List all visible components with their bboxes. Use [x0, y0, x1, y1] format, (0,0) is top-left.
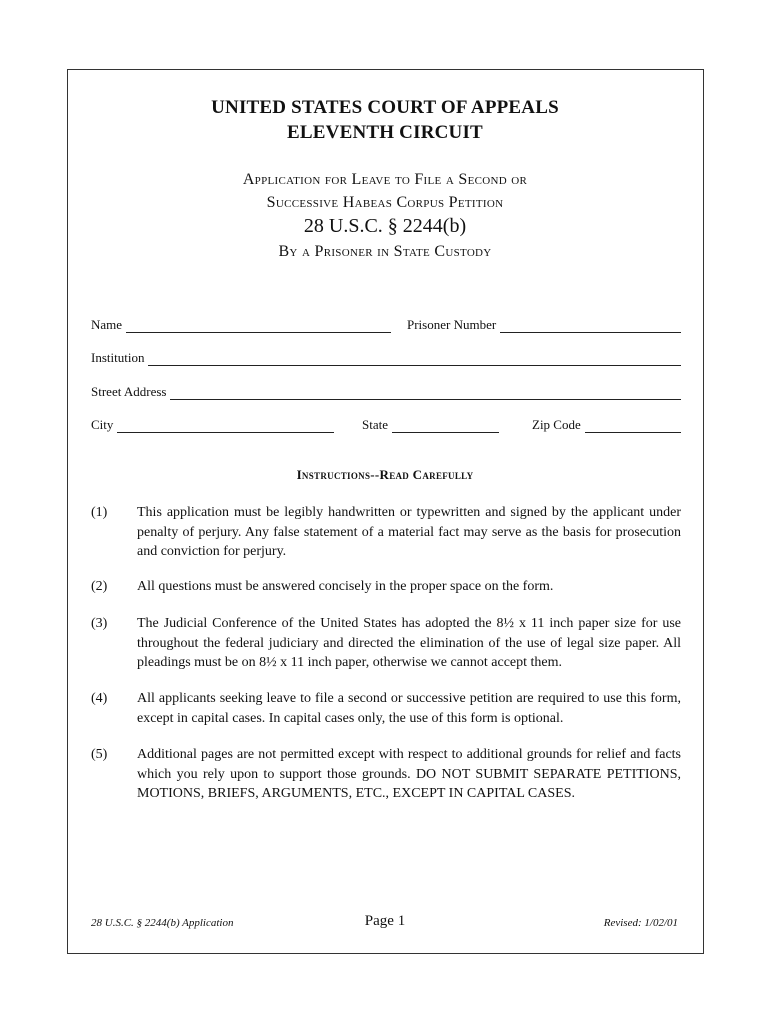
page-number: Page 1 — [364, 913, 406, 929]
name-label: Name — [91, 317, 123, 332]
item-text: All questions must be answered concisely in the proper space on the form. — [137, 579, 554, 594]
street-address-field[interactable] — [91, 380, 681, 400]
row-city-state-zip — [91, 413, 681, 433]
application-title-line1: Application for Leave to File a Second or — [242, 171, 528, 188]
instructions-heading: Instructions--Read Carefully — [296, 467, 474, 482]
prisoner-number-field[interactable] — [407, 313, 681, 333]
court-title: UNITED STATES COURT OF APPEALS — [211, 97, 559, 118]
custody-line: By a Prisoner in State Custody — [278, 243, 492, 260]
institution-line[interactable] — [148, 351, 681, 366]
city-label: City — [91, 417, 114, 432]
zip-code-line[interactable] — [585, 418, 681, 433]
row-name-prisoner — [91, 313, 681, 333]
item-text: Additional pages are not permitted except with respect to additional grounds for relief and facts which you rely upon to support those grounds. DO NOT SUBMIT SEPARATE PETITIONS, MOTIONS, BRIEFS, ARGUMENTS, ETC., EXCEPT IN CAPITAL CASES. — [137, 747, 681, 801]
application-title-line2: Successive Habeas Corpus Petition — [266, 194, 504, 211]
zip-code-field[interactable] — [532, 413, 681, 433]
city-line[interactable] — [117, 418, 334, 433]
item-number: (2) — [91, 579, 108, 594]
item-text: This application must be legibly handwritten or typewritten and signed by the applicant under penalty of perjury. Any false statement of a material fact may serve as the basis for prosecution and conviction for perjury. — [137, 505, 681, 559]
state-field[interactable] — [362, 413, 499, 433]
statute-citation: 28 U.S.C. § 2244(b) — [303, 215, 467, 237]
prisoner-number-label: Prisoner Number — [407, 317, 497, 332]
item-number: (4) — [91, 691, 108, 706]
item-text: All applicants seeking leave to file a second or successive petition are required to use this form, except in capital cases. In capital cases only, the use of this form is optional. — [137, 691, 681, 726]
circuit-title: ELEVENTH CIRCUIT — [287, 122, 483, 143]
institution-field[interactable] — [91, 346, 681, 366]
item-number: (5) — [91, 747, 108, 762]
state-line[interactable] — [392, 418, 499, 433]
institution-label: Institution — [91, 350, 145, 365]
name-line[interactable] — [126, 318, 391, 333]
name-field[interactable] — [91, 313, 391, 333]
item-number: (3) — [91, 616, 108, 631]
zip-code-label: Zip Code — [532, 417, 581, 432]
city-field[interactable] — [91, 413, 334, 433]
row-institution — [91, 346, 681, 366]
footer-form-name: 28 U.S.C. § 2244(b) Application — [91, 917, 234, 929]
row-street — [91, 380, 681, 400]
item-number: (1) — [91, 505, 108, 520]
revision-date: Revised: 1/02/01 — [603, 917, 678, 929]
prisoner-number-line[interactable] — [500, 318, 681, 333]
street-address-label: Street Address — [91, 384, 167, 399]
state-label: State — [362, 417, 388, 432]
item-text: The Judicial Conference of the United States has adopted the 8½ x 11 inch paper size for use throughout the federal judiciary and directed the elimination of the use of legal size paper. All pleadings must be on 8½ x 11 inch paper, otherwise we cannot accept them. — [137, 616, 681, 670]
street-address-line[interactable] — [170, 385, 681, 400]
